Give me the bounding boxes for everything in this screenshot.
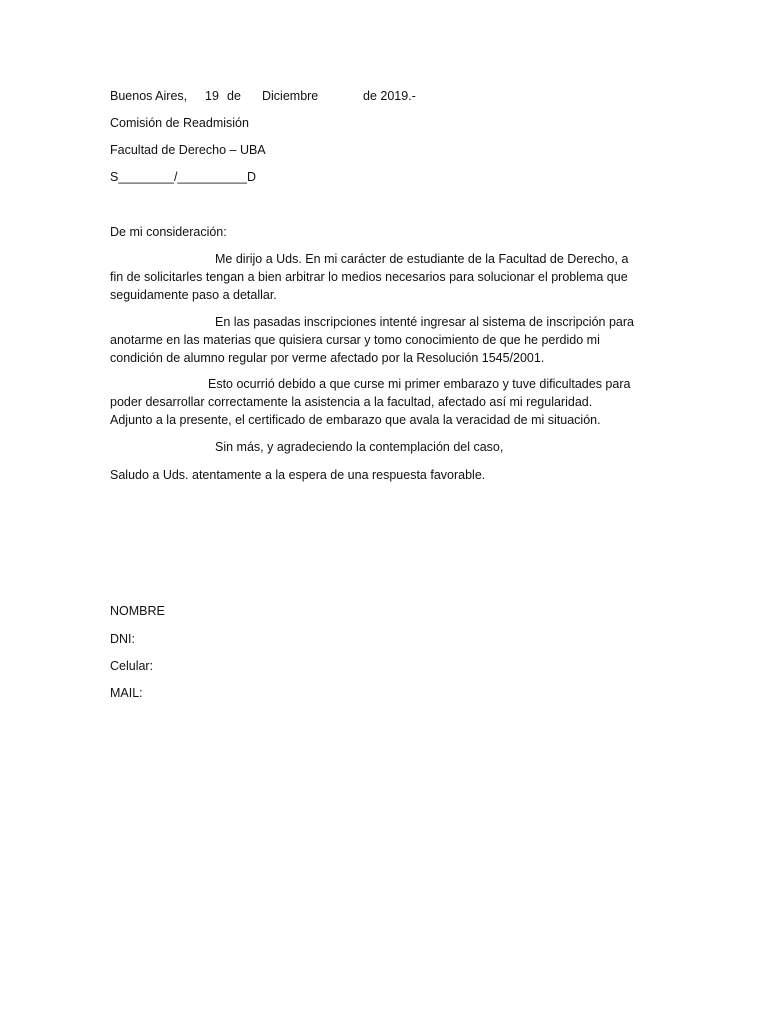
closing-thanks: Sin más, y agradeciendo la contemplación del caso,: [215, 440, 504, 454]
date-city: Buenos Aires,: [110, 89, 188, 103]
paragraph-1-line-2: fin de solicitarles tengan a bien arbitrar lo medios necesarios para solucionar el problema que: [110, 270, 628, 284]
paragraph-2-line-1: En las pasadas inscripciones intenté ingresar al sistema de inscripción para: [215, 315, 634, 329]
field-mail: MAIL:: [110, 686, 143, 700]
date-de: de: [227, 89, 241, 103]
field-celular: Celular:: [110, 659, 154, 673]
field-dni: DNI:: [110, 632, 135, 646]
date-year: de 2019.-: [363, 89, 416, 103]
recipient-commission: Comisión de Readmisión: [110, 116, 249, 130]
greeting: De mi consideración:: [110, 225, 227, 239]
paragraph-3-line-2: poder desarrollar correctamente la asistencia a la facultad, afectado así mi regularidad.: [110, 395, 593, 409]
closing-salutation: Saludo a Uds. atentamente a la espera de una respuesta favorable.: [110, 468, 486, 482]
paragraph-2-line-3: condición de alumno regular por verme afectado por la Resolución 1545/2001.: [110, 351, 545, 365]
paragraph-3-line-1: Esto ocurrió debido a que curse mi primer embarazo y tuve dificultades para: [208, 377, 631, 391]
paragraph-1-line-3: seguidamente paso a detallar.: [110, 288, 277, 302]
recipient-faculty: Facultad de Derecho – UBA: [110, 143, 266, 157]
field-nombre: NOMBRE: [110, 604, 165, 618]
paragraph-2: [110, 313, 640, 367]
paragraph-3-line-3: Adjunto a la presente, el certificado de embarazo que avala la veracidad de mi situación.: [110, 413, 601, 427]
paragraph-3: [110, 375, 640, 429]
paragraph-2-line-2: anotarme en las materias que quisiera cursar y tomo conocimiento de que he perdido mi: [110, 333, 600, 347]
paragraph-1-line-1: Me dirijo a Uds. En mi carácter de estudiante de la Facultad de Derecho, a: [215, 252, 629, 266]
recipient-sd: S________/__________D: [110, 170, 256, 184]
date-month: Diciembre: [262, 89, 319, 103]
paragraph-1: [110, 250, 640, 304]
date-day: 19: [205, 89, 219, 103]
